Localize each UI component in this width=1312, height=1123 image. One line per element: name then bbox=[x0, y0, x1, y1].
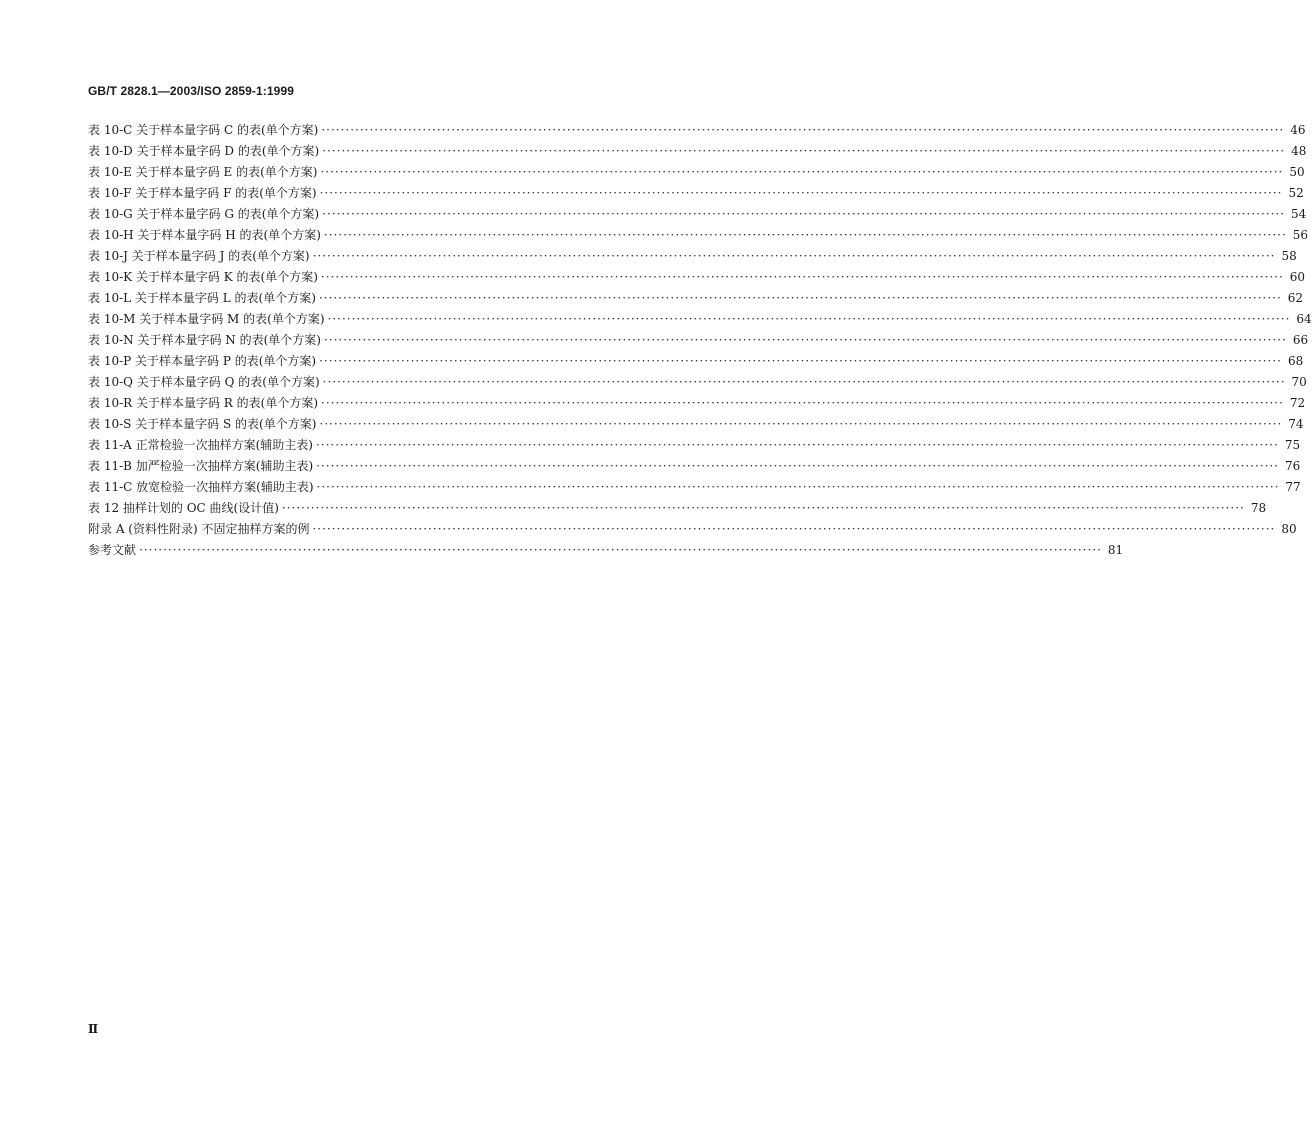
toc-leader-dots: ········································································································································································································ bbox=[320, 270, 1284, 284]
toc-leader-dots: ········································································································································································································ bbox=[322, 375, 1286, 389]
toc-entry[interactable] bbox=[88, 246, 1297, 267]
toc-entry-label: 表 11-C 放宽检验一次抽样方案(辅助主表) bbox=[88, 480, 314, 494]
toc-leader-dots: ········································································································································································································ bbox=[321, 123, 1285, 137]
toc-entry-page: 66 bbox=[1292, 333, 1309, 347]
toc-entry[interactable] bbox=[88, 498, 1267, 519]
toc-leader-dots: ········································································································································································································ bbox=[315, 438, 1279, 452]
toc-leader-dots: ········································································································································································································ bbox=[319, 186, 1283, 200]
toc-entry-label: 表 10-M 关于样本量字码 M 的表(单个方案) bbox=[88, 312, 325, 326]
toc-leader-dots: ········································································································································································································ bbox=[318, 291, 1282, 305]
toc-leader-dots: ········································································································································································································ bbox=[321, 396, 1284, 410]
toc-entry-label: 表 11-A 正常检验一次抽样方案(辅助主表) bbox=[88, 438, 313, 452]
toc-entry[interactable] bbox=[88, 330, 1309, 351]
toc-leader-dots: ········································································································································································································ bbox=[327, 312, 1291, 326]
toc-entry[interactable] bbox=[88, 393, 1306, 414]
toc-entry[interactable] bbox=[88, 540, 1124, 561]
toc-leader-dots: ········································································································································································································ bbox=[312, 522, 1276, 536]
toc-entry-label: 表 10-R 关于样本量字码 R 的表(单个方案) bbox=[88, 396, 319, 410]
toc-entry[interactable] bbox=[88, 435, 1301, 456]
toc-entry-label: 表 10-S 关于样本量字码 S 的表(单个方案) bbox=[88, 417, 317, 431]
toc-entry-page: 54 bbox=[1291, 207, 1307, 221]
toc-leader-dots: ········································································································································································································ bbox=[320, 165, 1284, 179]
toc-entry-label: 表 11-B 加严检验一次抽样方案(辅助主表) bbox=[88, 459, 314, 473]
toc-entry-label: 表 10-L 关于样本量字码 L 的表(单个方案) bbox=[88, 291, 316, 305]
toc-entry[interactable] bbox=[88, 225, 1309, 246]
toc-entry-label: 表 10-K 关于样本量字码 K 的表(单个方案) bbox=[88, 270, 318, 284]
toc-leader-dots: ········································································································································································································ bbox=[139, 543, 1102, 557]
toc-entry-page: 76 bbox=[1285, 459, 1301, 473]
toc-leader-dots: ········································································································································································································ bbox=[316, 480, 1280, 494]
toc-entry[interactable] bbox=[88, 141, 1307, 162]
toc-leader-dots: ········································································································································································································ bbox=[322, 207, 1286, 221]
toc-leader-dots: ········································································································································································································ bbox=[323, 228, 1287, 242]
toc-leader-dots: ········································································································································································································ bbox=[322, 144, 1286, 158]
toc-entry[interactable] bbox=[88, 519, 1297, 540]
toc-entry[interactable] bbox=[88, 183, 1304, 204]
toc-entry[interactable] bbox=[88, 477, 1301, 498]
toc-entry[interactable] bbox=[88, 309, 1312, 330]
toc-entry-page: 81 bbox=[1107, 543, 1124, 557]
toc-leader-dots: ········································································································································································································ bbox=[319, 354, 1282, 368]
toc-entry-page: 78 bbox=[1250, 501, 1267, 515]
toc-entry-page: 72 bbox=[1289, 396, 1306, 410]
toc-entry[interactable] bbox=[88, 351, 1304, 372]
toc-entry-page: 80 bbox=[1281, 522, 1297, 536]
toc-entry-page: 60 bbox=[1289, 270, 1306, 284]
toc-entry[interactable] bbox=[88, 456, 1301, 477]
toc-entry-page: 77 bbox=[1285, 480, 1301, 494]
toc-entry-page: 62 bbox=[1287, 291, 1304, 305]
toc-entry[interactable] bbox=[88, 414, 1304, 435]
toc-entry-label: 表 10-P 关于样本量字码 P 的表(单个方案) bbox=[88, 354, 317, 368]
toc-entry-label: 表 12 抽样计划的 OC 曲线(设计值) bbox=[88, 501, 279, 515]
toc-entry-page: 64 bbox=[1296, 312, 1312, 326]
toc-leader-dots: ········································································································································································································ bbox=[316, 459, 1280, 473]
toc-entry-label: 表 10-N 关于样本量字码 N 的表(单个方案) bbox=[88, 333, 321, 347]
toc-leader-dots: ········································································································································································································ bbox=[281, 501, 1245, 515]
toc-entry-label: 表 10-D 关于样本量字码 D 的表(单个方案) bbox=[88, 144, 320, 158]
toc-entry-label: 参考文献 bbox=[88, 543, 137, 557]
toc-entry-label: 表 10-E 关于样本量字码 E 的表(单个方案) bbox=[88, 165, 318, 179]
toc-entry-label: 表 10-F 关于样本量字码 F 的表(单个方案) bbox=[88, 186, 317, 200]
toc-entry-page: 50 bbox=[1289, 165, 1305, 179]
toc-entry-page: 75 bbox=[1284, 438, 1301, 452]
toc-entry-label: 表 10-Q 关于样本量字码 Q 的表(单个方案) bbox=[88, 375, 320, 389]
toc-leader-dots: ········································································································································································································ bbox=[312, 249, 1276, 263]
toc-entry-page: 68 bbox=[1288, 354, 1304, 368]
toc-entry-page: 46 bbox=[1290, 123, 1306, 137]
toc-entry[interactable] bbox=[88, 267, 1306, 288]
toc-entry-label: 表 10-H 关于样本量字码 H 的表(单个方案) bbox=[88, 228, 321, 242]
toc-entry-page: 52 bbox=[1288, 186, 1304, 200]
toc-leader-dots: ········································································································································································································ bbox=[323, 333, 1287, 347]
toc-entry[interactable] bbox=[88, 120, 1306, 141]
toc-leader-dots: ········································································································································································································ bbox=[319, 417, 1283, 431]
toc-entry[interactable] bbox=[88, 162, 1305, 183]
toc-entry-label: 表 10-C 关于样本量字码 C 的表(单个方案) bbox=[88, 123, 319, 137]
toc-entry[interactable] bbox=[88, 204, 1307, 225]
footer-page-number: Ⅱ bbox=[88, 1022, 99, 1036]
standard-code-header: GB/T 2828.1—2003/ISO 2859-1:1999 bbox=[88, 84, 294, 98]
table-of-contents bbox=[88, 120, 1312, 561]
toc-entry-page: 56 bbox=[1292, 228, 1309, 242]
toc-entry-page: 74 bbox=[1288, 417, 1304, 431]
toc-entry-label: 附录 A (资料性附录) 不固定抽样方案的例 bbox=[88, 522, 310, 536]
toc-entry-page: 70 bbox=[1291, 375, 1307, 389]
toc-entry[interactable] bbox=[88, 372, 1307, 393]
toc-entry-page: 58 bbox=[1281, 249, 1297, 263]
toc-entry-label: 表 10-J 关于样本量字码 J 的表(单个方案) bbox=[88, 249, 310, 263]
toc-entry-page: 48 bbox=[1291, 144, 1307, 158]
toc-entry-label: 表 10-G 关于样本量字码 G 的表(单个方案) bbox=[88, 207, 320, 221]
toc-entry[interactable] bbox=[88, 288, 1304, 309]
